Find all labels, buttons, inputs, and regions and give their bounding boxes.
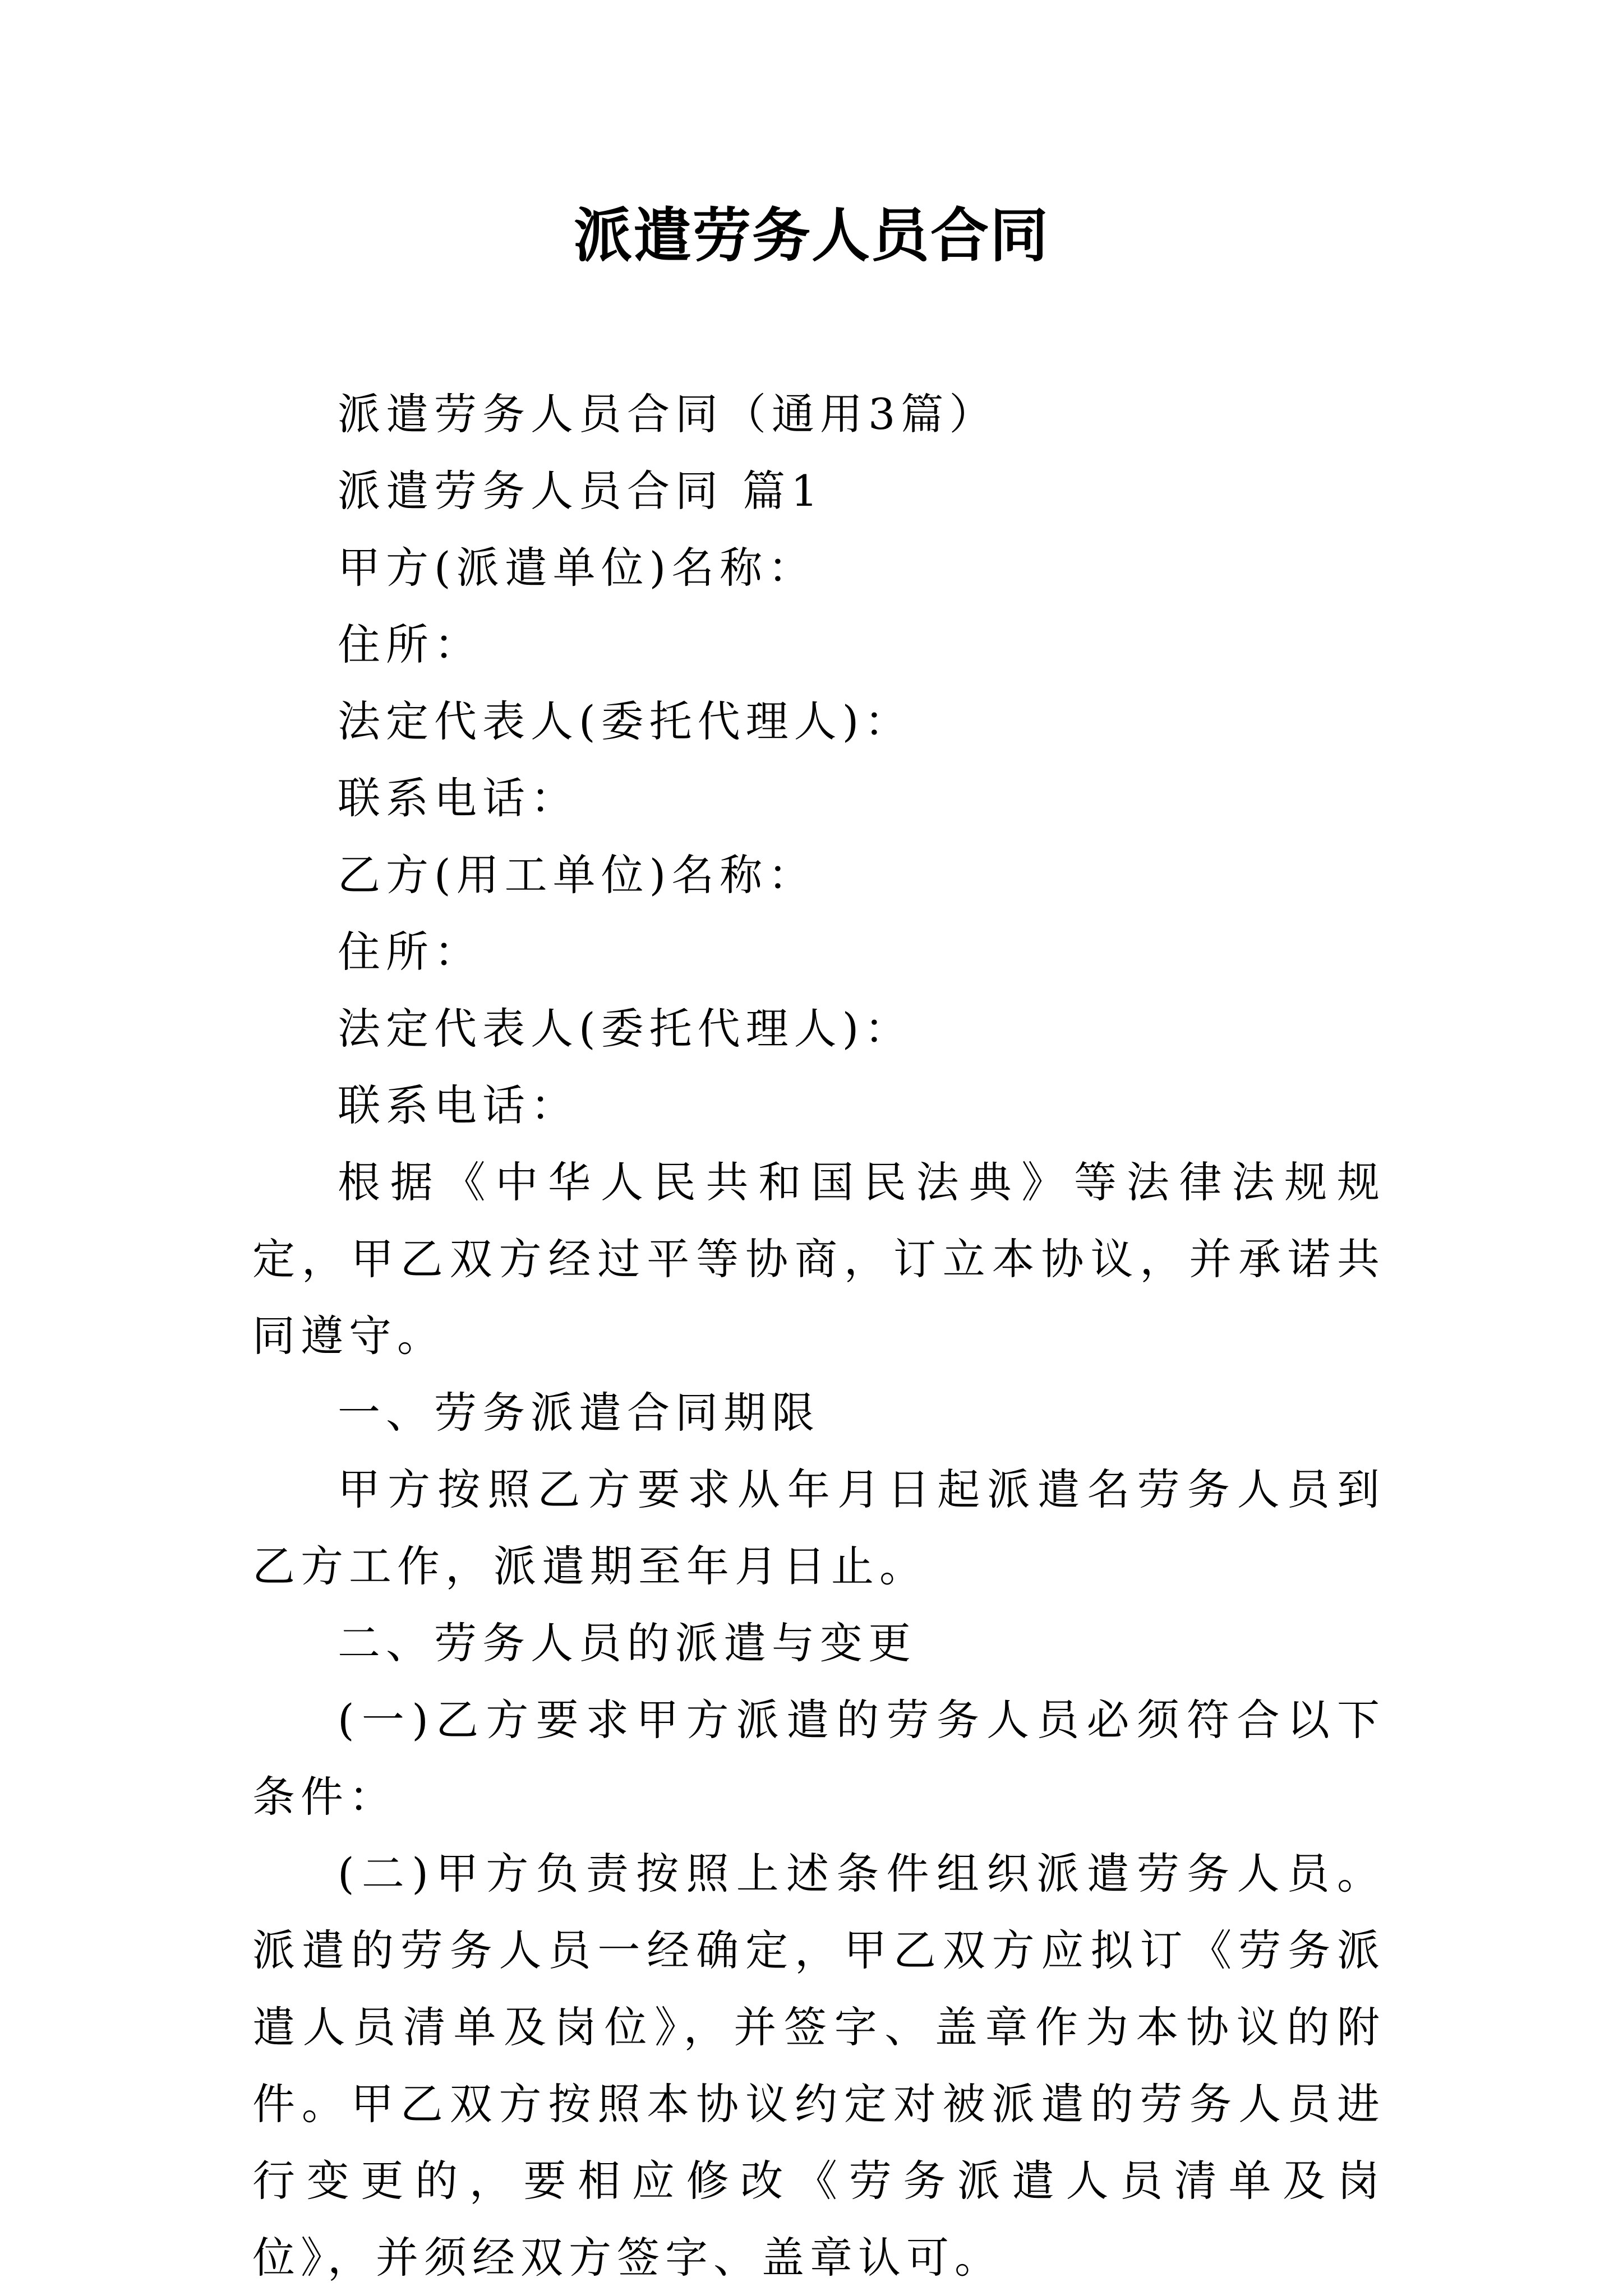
- party-b-representative: 法定代表人(委托代理人)：: [338, 1004, 913, 1054]
- party-b-address: 住所：: [338, 927, 482, 977]
- clause-1-text: 甲方按照乙方要求从年月日起派遣名劳务人员到乙方工作，派遣期至年月日止。: [252, 1465, 1385, 1591]
- party-a-representative: 法定代表人(委托代理人)：: [338, 696, 913, 746]
- clause-1-heading: 一、劳务派遣合同期限: [338, 1388, 820, 1438]
- document-title: 派遣劳务人员合同: [573, 201, 1049, 270]
- preamble-paragraph: 根据《中华人民共和国民法典》等法律法规规定，甲乙双方经过平等协商，订立本协议，并承诺共同遵守。: [252, 1157, 1385, 1361]
- clause-2-item-1: (一)乙方要求甲方派遣的劳务人员必须符合以下条件：: [252, 1695, 1385, 1822]
- paragraph-heading-general: 派遣劳务人员合同（通用3篇）: [338, 389, 998, 439]
- party-a-address: 住所：: [338, 620, 482, 669]
- party-b-phone: 联系电话：: [338, 1080, 579, 1130]
- party-a-phone: 联系电话：: [338, 773, 579, 823]
- clause-2-heading: 二、劳务人员的派遣与变更: [338, 1618, 916, 1668]
- document-body: [252, 376, 1385, 2296]
- clause-2-item-2: (二)甲方负责按照上述条件组织派遣劳务人员。派遣的劳务人员一经确定，甲乙双方应拟订《劳务派遣人员清单及岗位》，并签字、盖章作为本协议的附件。甲乙双方按照本协议约定对被派遣的劳务人员进行变更的，要相应修改《劳务派遣人员清单及岗位》，并须经双方签字、盖章认可。: [252, 1849, 1385, 2283]
- party-b-name: 乙方(用工单位)名称：: [338, 850, 817, 900]
- paragraph-section-title: 派遣劳务人员合同 篇1: [338, 466, 824, 516]
- party-a-name: 甲方(派遣单位)名称：: [338, 543, 817, 593]
